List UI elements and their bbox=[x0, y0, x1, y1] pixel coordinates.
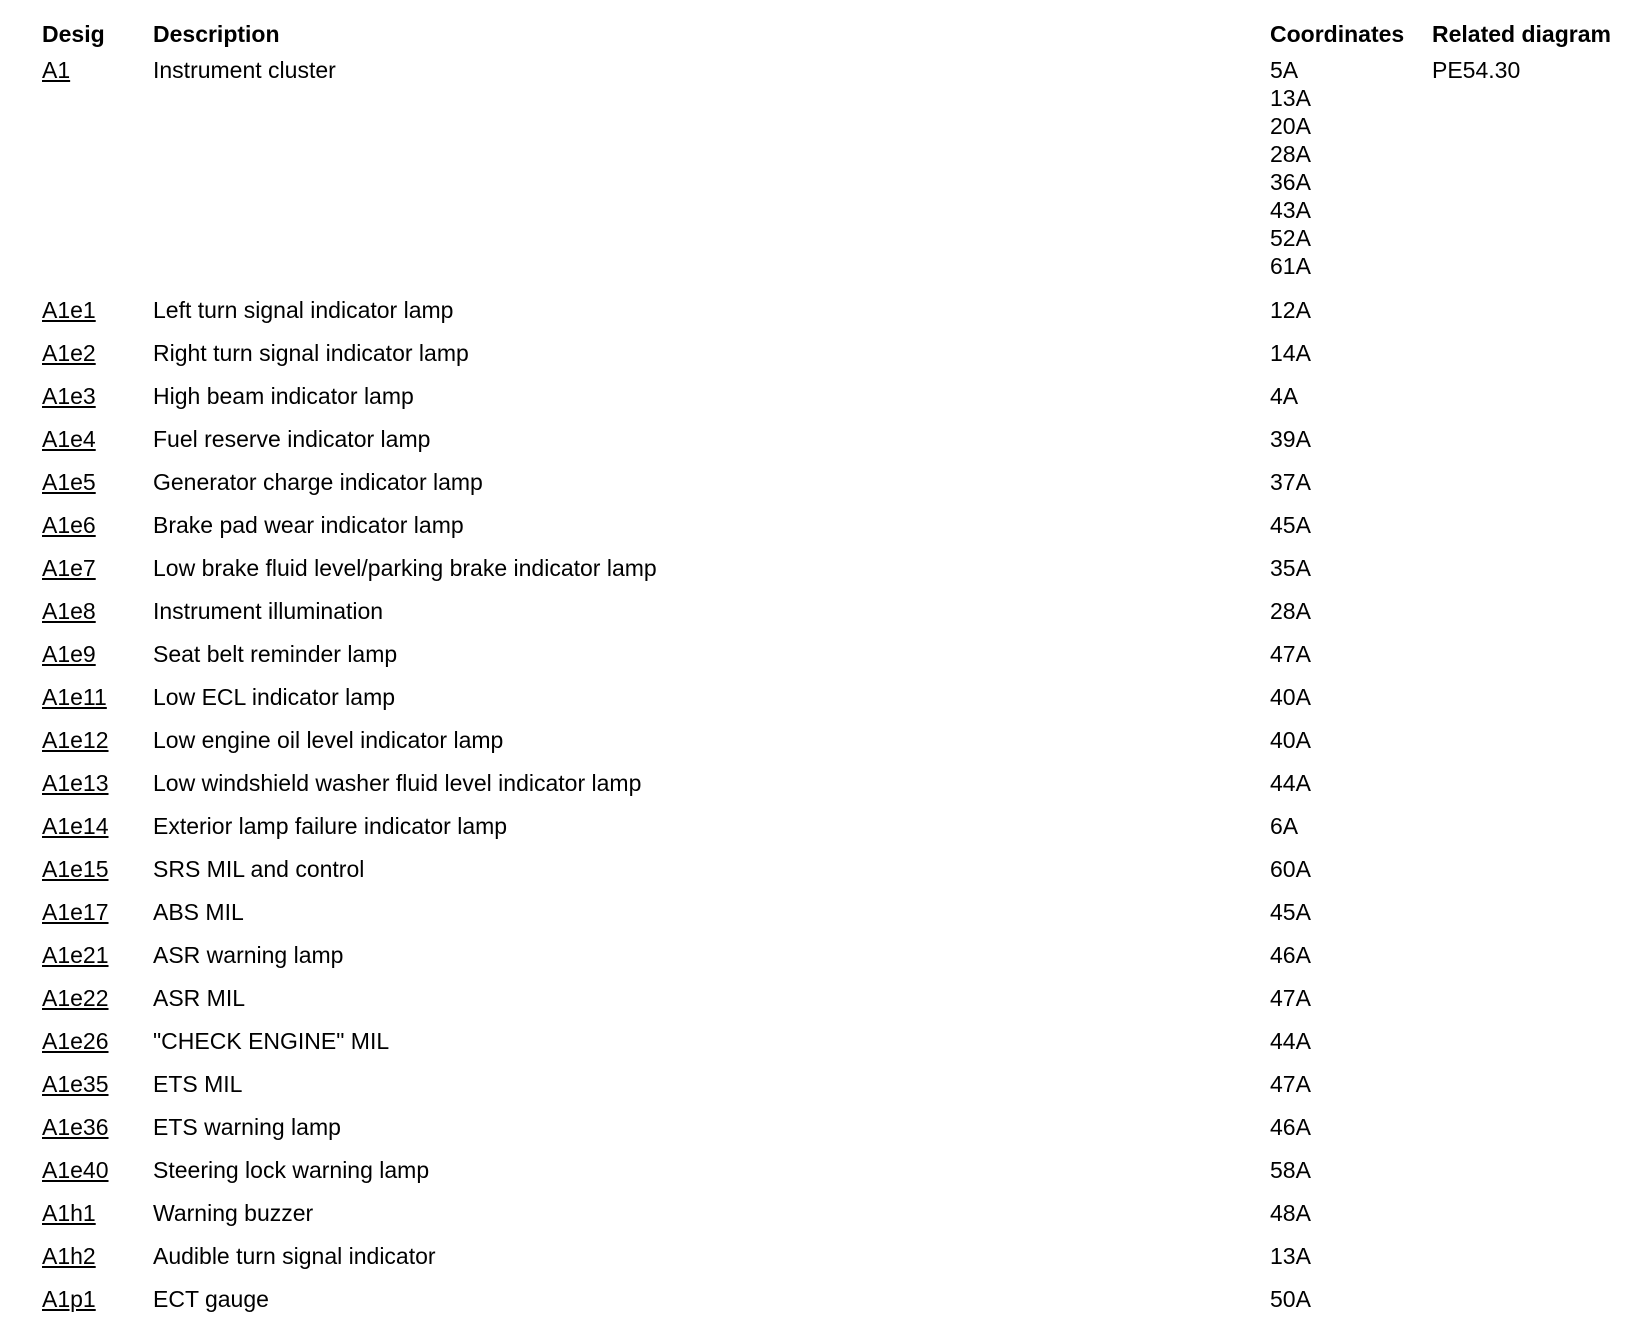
table-row bbox=[42, 1285, 1642, 1328]
desig-cell bbox=[42, 1070, 153, 1113]
coordinate-value: 47A bbox=[1270, 1071, 1311, 1097]
description-cell: Fuel reserve indicator lamp bbox=[153, 426, 431, 452]
description-cell: ASR warning lamp bbox=[153, 942, 344, 968]
table-row bbox=[42, 898, 1642, 941]
coordinates-cell bbox=[1270, 984, 1432, 1027]
coordinate-value: 43A bbox=[1270, 197, 1311, 223]
coordinate-value: 20A bbox=[1270, 113, 1311, 139]
designation-link[interactable]: A1e22 bbox=[42, 985, 109, 1011]
designation-link[interactable]: A1e26 bbox=[42, 1028, 109, 1054]
table-row bbox=[42, 468, 1642, 511]
desig-cell bbox=[42, 855, 153, 898]
designation-link[interactable]: A1e13 bbox=[42, 770, 109, 796]
table-row bbox=[42, 726, 1642, 769]
description-cell: Exterior lamp failure indicator lamp bbox=[153, 813, 508, 839]
description-cell: Seat belt reminder lamp bbox=[153, 641, 398, 667]
description-cell: Brake pad wear indicator lamp bbox=[153, 512, 464, 538]
related-diagram-cell: PE54.30 bbox=[1432, 57, 1521, 83]
designation-link[interactable]: A1e40 bbox=[42, 1157, 109, 1183]
table-row bbox=[42, 769, 1642, 812]
description-cell: ETS MIL bbox=[153, 1071, 243, 1097]
description-cell: ASR MIL bbox=[153, 985, 246, 1011]
designation-link[interactable]: A1h2 bbox=[42, 1243, 96, 1269]
coordinate-value: 48A bbox=[1270, 1200, 1311, 1226]
table-row bbox=[42, 597, 1642, 640]
description-cell: ABS MIL bbox=[153, 899, 244, 925]
coordinate-value: 46A bbox=[1270, 1114, 1311, 1140]
table-row bbox=[42, 296, 1642, 339]
related-diagram-cell bbox=[1432, 683, 1642, 726]
desig-cell bbox=[42, 296, 153, 339]
coordinates-cell bbox=[1270, 812, 1432, 855]
designation-link[interactable]: A1e17 bbox=[42, 899, 109, 925]
desig-cell bbox=[42, 898, 153, 941]
table-header-row bbox=[42, 20, 1642, 56]
table-row bbox=[42, 941, 1642, 984]
coordinates-cell bbox=[1270, 769, 1432, 812]
coordinate-value: 13A bbox=[1270, 85, 1311, 111]
related-diagram-cell bbox=[1432, 640, 1642, 683]
related-diagram-cell bbox=[1432, 941, 1642, 984]
coordinate-value: 44A bbox=[1270, 770, 1311, 796]
designation-link[interactable]: A1e6 bbox=[42, 512, 96, 538]
description-cell: Steering lock warning lamp bbox=[153, 1157, 430, 1183]
desig-cell bbox=[42, 382, 153, 425]
table-row bbox=[42, 855, 1642, 898]
table-row bbox=[42, 425, 1642, 468]
designation-link[interactable]: A1e12 bbox=[42, 727, 109, 753]
description-cell: Generator charge indicator lamp bbox=[153, 469, 483, 495]
header-coordinates: Coordinates bbox=[1270, 21, 1405, 47]
related-diagram-cell bbox=[1432, 726, 1642, 769]
designation-link[interactable]: A1e15 bbox=[42, 856, 109, 882]
related-diagram-cell bbox=[1432, 1070, 1642, 1113]
coordinate-value: 47A bbox=[1270, 641, 1311, 667]
desig-cell bbox=[42, 1199, 153, 1242]
description-cell: ECT gauge bbox=[153, 1286, 269, 1312]
designation-link[interactable]: A1e7 bbox=[42, 555, 96, 581]
header-desig: Desig bbox=[42, 21, 105, 47]
designation-link[interactable]: A1e9 bbox=[42, 641, 96, 667]
coordinates-cell bbox=[1270, 597, 1432, 640]
table-row bbox=[42, 1242, 1642, 1285]
coordinates-cell bbox=[1270, 855, 1432, 898]
designation-link[interactable]: A1 bbox=[42, 57, 71, 83]
table-body bbox=[42, 56, 1642, 1328]
coordinate-value: 39A bbox=[1270, 426, 1311, 452]
coordinate-value: 13A bbox=[1270, 1243, 1311, 1269]
description-cell: Low brake fluid level/parking brake indicator lamp bbox=[153, 555, 657, 581]
related-diagram-cell bbox=[1432, 1027, 1642, 1070]
table-row bbox=[42, 812, 1642, 855]
desig-cell bbox=[42, 554, 153, 597]
related-diagram-cell bbox=[1432, 769, 1642, 812]
table-row bbox=[42, 554, 1642, 597]
coordinates-cell bbox=[1270, 1242, 1432, 1285]
related-diagram-cell bbox=[1432, 468, 1642, 511]
header-description: Description bbox=[153, 21, 280, 47]
coordinate-value: 28A bbox=[1270, 141, 1311, 167]
coordinate-value: 12A bbox=[1270, 297, 1311, 323]
table-row bbox=[42, 56, 1642, 296]
table-row bbox=[42, 382, 1642, 425]
coordinate-value: 61A bbox=[1270, 253, 1311, 279]
description-cell: Low ECL indicator lamp bbox=[153, 684, 396, 710]
related-diagram-cell bbox=[1432, 855, 1642, 898]
desig-cell bbox=[42, 511, 153, 554]
coordinates-cell bbox=[1270, 425, 1432, 468]
related-diagram-cell bbox=[1432, 1199, 1642, 1242]
coordinate-value: 37A bbox=[1270, 469, 1311, 495]
desig-cell bbox=[42, 726, 153, 769]
related-diagram-cell bbox=[1432, 1285, 1642, 1328]
description-cell: Instrument cluster bbox=[153, 57, 336, 83]
desig-cell bbox=[42, 683, 153, 726]
coordinate-value: 60A bbox=[1270, 856, 1311, 882]
desig-cell bbox=[42, 425, 153, 468]
desig-cell bbox=[42, 812, 153, 855]
coordinates-cell bbox=[1270, 468, 1432, 511]
description-cell: Left turn signal indicator lamp bbox=[153, 297, 454, 323]
coordinate-value: 47A bbox=[1270, 985, 1311, 1011]
designation-link[interactable]: A1e1 bbox=[42, 297, 96, 323]
coordinates-cell bbox=[1270, 1027, 1432, 1070]
coordinates-cell bbox=[1270, 1199, 1432, 1242]
related-diagram-cell bbox=[1432, 511, 1642, 554]
coordinate-value: 44A bbox=[1270, 1028, 1311, 1054]
coordinate-value: 52A bbox=[1270, 225, 1311, 251]
designation-link[interactable]: A1e14 bbox=[42, 813, 109, 839]
table-row bbox=[42, 683, 1642, 726]
desig-cell bbox=[42, 339, 153, 382]
coordinate-value: 46A bbox=[1270, 942, 1311, 968]
designation-link[interactable]: A1e36 bbox=[42, 1114, 109, 1140]
coordinate-value: 40A bbox=[1270, 727, 1311, 753]
coordinates-cell bbox=[1270, 554, 1432, 597]
description-cell: "CHECK ENGINE" MIL bbox=[153, 1028, 390, 1054]
desig-cell bbox=[42, 1113, 153, 1156]
coordinates-cell bbox=[1270, 1156, 1432, 1199]
desig-cell bbox=[42, 769, 153, 812]
desig-cell bbox=[42, 56, 153, 296]
coordinates-cell bbox=[1270, 941, 1432, 984]
desig-cell bbox=[42, 1242, 153, 1285]
related-diagram-cell bbox=[1432, 1242, 1642, 1285]
table-row bbox=[42, 1113, 1642, 1156]
coordinates-cell bbox=[1270, 683, 1432, 726]
related-diagram-cell bbox=[1432, 382, 1642, 425]
desig-cell bbox=[42, 984, 153, 1027]
designation-link[interactable]: A1e3 bbox=[42, 383, 96, 409]
related-diagram-cell bbox=[1432, 296, 1642, 339]
desig-cell bbox=[42, 1156, 153, 1199]
description-cell: Low engine oil level indicator lamp bbox=[153, 727, 504, 753]
coordinates-cell bbox=[1270, 898, 1432, 941]
designation-link[interactable]: A1h1 bbox=[42, 1200, 96, 1226]
designation-link[interactable]: A1e21 bbox=[42, 942, 109, 968]
coordinate-value: 28A bbox=[1270, 598, 1311, 624]
desig-cell bbox=[42, 468, 153, 511]
description-cell: ETS warning lamp bbox=[153, 1114, 341, 1140]
description-cell: Audible turn signal indicator bbox=[153, 1243, 436, 1269]
table-row bbox=[42, 339, 1642, 382]
coordinates-cell bbox=[1270, 1285, 1432, 1328]
related-diagram-cell bbox=[1432, 898, 1642, 941]
desig-cell bbox=[42, 1285, 153, 1328]
coordinate-value: 4A bbox=[1270, 383, 1299, 409]
desig-cell bbox=[42, 640, 153, 683]
designation-link[interactable]: A1p1 bbox=[42, 1286, 96, 1312]
coordinate-value: 5A bbox=[1270, 57, 1299, 83]
desig-cell bbox=[42, 941, 153, 984]
table-row bbox=[42, 1199, 1642, 1242]
related-diagram-cell bbox=[1432, 1156, 1642, 1199]
coordinates-cell bbox=[1270, 1070, 1432, 1113]
header-related-diagram: Related diagram bbox=[1432, 21, 1611, 47]
description-cell: Warning buzzer bbox=[153, 1200, 314, 1226]
coordinate-value: 35A bbox=[1270, 555, 1311, 581]
description-cell: High beam indicator lamp bbox=[153, 383, 414, 409]
table-row bbox=[42, 1070, 1642, 1113]
coordinate-value: 58A bbox=[1270, 1157, 1311, 1183]
coordinates-cell bbox=[1270, 296, 1432, 339]
table-row bbox=[42, 640, 1642, 683]
designation-link[interactable]: A1e8 bbox=[42, 598, 96, 624]
related-diagram-cell bbox=[1432, 339, 1642, 382]
designation-link[interactable]: A1e2 bbox=[42, 340, 96, 366]
related-diagram-cell bbox=[1432, 554, 1642, 597]
table-row bbox=[42, 1156, 1642, 1199]
designation-link[interactable]: A1e4 bbox=[42, 426, 96, 452]
coordinates-cell bbox=[1270, 339, 1432, 382]
description-cell: SRS MIL and control bbox=[153, 856, 365, 882]
table-row bbox=[42, 1027, 1642, 1070]
coordinate-value: 14A bbox=[1270, 340, 1311, 366]
designation-link[interactable]: A1e5 bbox=[42, 469, 96, 495]
coordinate-value: 50A bbox=[1270, 1286, 1311, 1312]
coordinate-value: 6A bbox=[1270, 813, 1299, 839]
related-diagram-cell bbox=[1432, 425, 1642, 468]
coordinates-cell bbox=[1270, 56, 1432, 296]
coordinates-cell bbox=[1270, 382, 1432, 425]
coordinates-cell bbox=[1270, 511, 1432, 554]
coordinate-value: 45A bbox=[1270, 899, 1311, 925]
designation-link[interactable]: A1e11 bbox=[42, 684, 107, 710]
table-row bbox=[42, 511, 1642, 554]
desig-cell bbox=[42, 597, 153, 640]
table-row bbox=[42, 984, 1642, 1027]
description-cell: Right turn signal indicator lamp bbox=[153, 340, 469, 366]
desig-cell bbox=[42, 1027, 153, 1070]
related-diagram-cell bbox=[1432, 812, 1642, 855]
description-cell: Low windshield washer fluid level indicator lamp bbox=[153, 770, 642, 796]
designation-link[interactable]: A1e35 bbox=[42, 1071, 109, 1097]
coordinates-cell bbox=[1270, 1113, 1432, 1156]
coordinates-cell bbox=[1270, 640, 1432, 683]
component-legend-table bbox=[42, 20, 1642, 1328]
coordinate-value: 45A bbox=[1270, 512, 1311, 538]
coordinate-value: 40A bbox=[1270, 684, 1311, 710]
coordinates-cell bbox=[1270, 726, 1432, 769]
related-diagram-cell bbox=[1432, 984, 1642, 1027]
coordinate-value: 36A bbox=[1270, 169, 1311, 195]
description-cell: Instrument illumination bbox=[153, 598, 384, 624]
related-diagram-cell bbox=[1432, 1113, 1642, 1156]
related-diagram-cell bbox=[1432, 597, 1642, 640]
